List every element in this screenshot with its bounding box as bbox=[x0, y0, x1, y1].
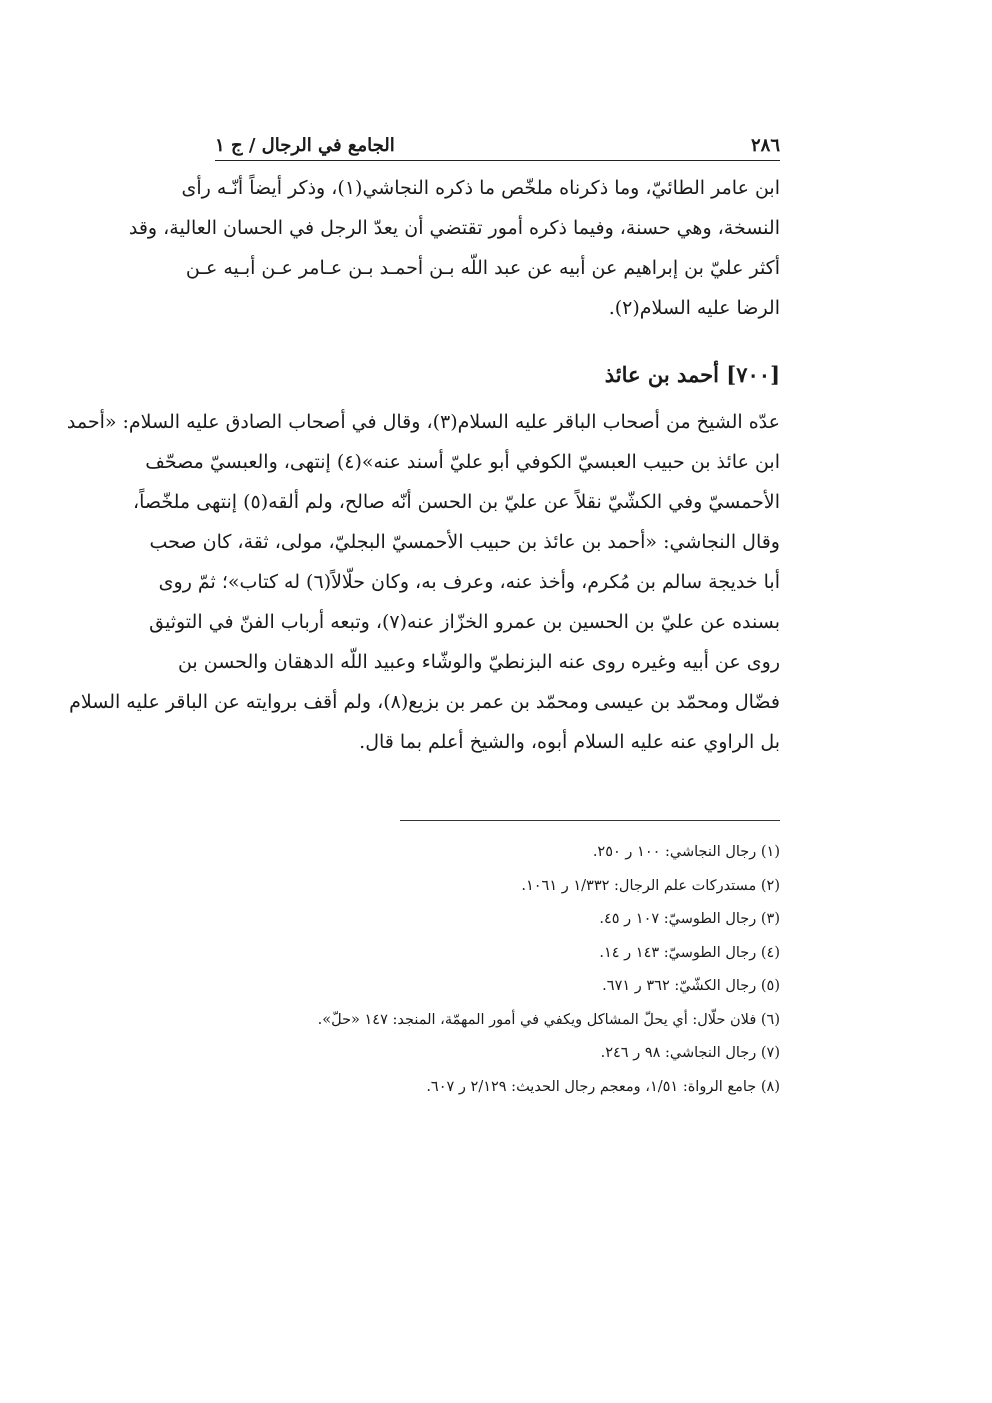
text-line: بسنده عن عليّ بن الحسين بن عمرو الخزّاز عنه(٧)، وتبعه أرباب الفنّ في التوثيق bbox=[149, 611, 780, 633]
footnote: (٤) رجال الطوسيّ: ١٤٣ ر ١٤. bbox=[599, 944, 780, 961]
text-line: وقال النجاشي: «أحمد بن عائذ بن حبيب الأحمسيّ البجليّ، مولى، ثقة، كان صحب bbox=[149, 531, 780, 553]
text-line: بل الراوي عنه عليه السلام أبوه، والشيخ أعلم بما قال. bbox=[359, 731, 780, 753]
running-title: الجامع في الرجال / ج ١ bbox=[215, 135, 395, 156]
text-line: الأحمسيّ وفي الكشّيّ نقلاً عن عليّ بن الحسن أنّه صالح، ولم ألقه(٥) إنتهى ملخّصاً، bbox=[132, 491, 780, 513]
text-line: روى عن أبيه وغيره روى عنه البزنطيّ والوشّاء وعبيد اللّه الدهقان والحسن بن bbox=[177, 651, 780, 673]
text-line: ابن عامر الطائيّ، وما ذكرناه ملخّص ما ذكره النجاشي(١)، وذكر أيضاً أنّـه رأى bbox=[181, 177, 780, 199]
entry-heading: [٧٠٠] أحمد بن عائذ bbox=[604, 362, 780, 387]
text-line: فضّال ومحمّد بن عيسى ومحمّد بن عمر بن بزيع(٨)، ولم أقف بروايته عن الباقر عليه السلام bbox=[69, 691, 780, 713]
text-line: عدّه الشيخ من أصحاب الباقر عليه السلام(٣)، وقال في أصحاب الصادق عليه السلام: «أحمد bbox=[66, 411, 780, 433]
footnote: (٨) جامع الرواة: ١/٥١، ومعجم رجال الحديث: ٢/١٢٩ ر ٦٠٧. bbox=[426, 1078, 780, 1095]
page-header bbox=[215, 122, 780, 156]
footnote: (٧) رجال النجاشي: ٩٨ ر ٢٤٦. bbox=[600, 1045, 780, 1061]
footnote: (٦) فلان حلّال: أي يحلّ المشاكل ويكفي في أمور المهمّة، المنجد: ١٤٧ «حلّ». bbox=[317, 1011, 780, 1028]
text-line: النسخة، وهي حسنة، وفيما ذكره أمور تقتضي أن يعدّ الرجل في الحسان العالية، وقد bbox=[128, 217, 780, 239]
page-number: ٢٨٦ bbox=[750, 135, 780, 156]
footnote-divider bbox=[400, 820, 780, 821]
text-line: الرضا عليه السلام(٢). bbox=[608, 297, 780, 319]
intro-paragraph bbox=[128, 168, 780, 328]
footnotes bbox=[215, 836, 780, 1104]
entry-paragraph bbox=[66, 402, 780, 762]
header-divider bbox=[215, 160, 780, 161]
footnote: (٣) رجال الطوسيّ: ١٠٧ ر ٤٥. bbox=[599, 911, 780, 927]
footnote: (٥) رجال الكشّيّ: ٣٦٢ ر ٦٧١. bbox=[602, 978, 780, 994]
footnote: (٢) مستدركات علم الرجال: ١/٣٣٢ ر ١٠٦١. bbox=[521, 877, 780, 894]
text-line: أبا خديجة سالم بن مُكرم، وأخذ عنه، وعرف به، وكان حلّالاً(٦) له كتاب»؛ ثمّ روى bbox=[158, 571, 780, 593]
text-line: أكثر عليّ بن إبراهيم عن أبيه عن عبد اللّه بـن أحمـد بـن عـامر عـن أبـيه عـن bbox=[185, 257, 780, 279]
text-line: ابن عائذ بن حبيب العبسيّ الكوفي أبو عليّ أسند عنه»(٤) إنتهى، والعبسيّ مصحّف bbox=[145, 451, 780, 473]
footnote: (١) رجال النجاشي: ١٠٠ ر ٢٥٠. bbox=[592, 844, 780, 860]
